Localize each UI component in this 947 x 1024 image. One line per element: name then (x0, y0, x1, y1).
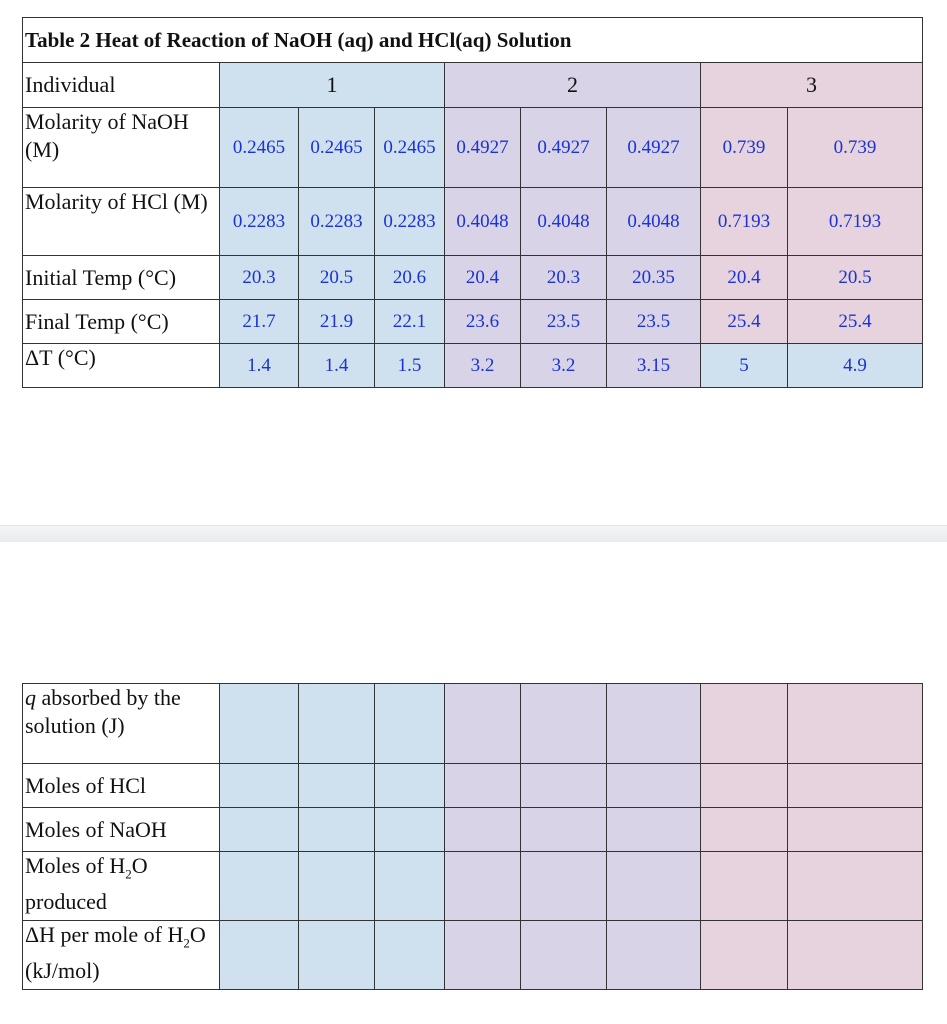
individual-header: Individual (23, 63, 220, 108)
group-2-header: 2 (445, 63, 701, 108)
cell: 3.15 (607, 344, 701, 388)
table-row (23, 300, 923, 344)
cell: 23.5 (521, 300, 607, 344)
input-cell[interactable] (701, 764, 788, 808)
cell: 0.4927 (445, 108, 521, 188)
cell: 0.7193 (788, 188, 923, 256)
cell: 0.2283 (299, 188, 375, 256)
cell: 0.739 (788, 108, 923, 188)
input-cell[interactable] (607, 764, 701, 808)
cell: 4.9 (788, 344, 923, 388)
input-cell[interactable] (607, 852, 701, 921)
input-cell[interactable] (375, 921, 445, 990)
group-1-header: 1 (220, 63, 445, 108)
input-cell[interactable] (445, 684, 521, 764)
input-cell[interactable] (445, 764, 521, 808)
input-cell[interactable] (220, 921, 299, 990)
table-row (23, 344, 923, 388)
table-title: Table 2 Heat of Reaction of NaOH (aq) and HCl(aq) Solution (23, 18, 923, 63)
cell: 0.4048 (521, 188, 607, 256)
input-cell[interactable] (445, 808, 521, 852)
row-label: ΔH per mole of $H_2O$ (kJ/mol) (23, 921, 220, 990)
input-cell[interactable] (607, 808, 701, 852)
input-cell[interactable] (521, 764, 607, 808)
calculation-table (22, 683, 923, 990)
cell: 20.6 (375, 256, 445, 300)
table-row (23, 764, 923, 808)
cell: 25.4 (701, 300, 788, 344)
input-cell[interactable] (701, 921, 788, 990)
table-row (23, 684, 923, 764)
cell: 22.1 (375, 300, 445, 344)
cell: 25.4 (788, 300, 923, 344)
cell: 1.5 (375, 344, 445, 388)
cell: 23.6 (445, 300, 521, 344)
cell: 20.3 (220, 256, 299, 300)
cell: 1.4 (220, 344, 299, 388)
input-cell[interactable] (788, 808, 923, 852)
input-cell[interactable] (375, 684, 445, 764)
cell: 23.5 (607, 300, 701, 344)
cell: 0.2465 (220, 108, 299, 188)
cell: 0.739 (701, 108, 788, 188)
cell: 21.9 (299, 300, 375, 344)
cell: 20.3 (521, 256, 607, 300)
cell: 20.5 (788, 256, 923, 300)
input-cell[interactable] (299, 852, 375, 921)
input-cell[interactable] (220, 852, 299, 921)
cell: 21.7 (220, 300, 299, 344)
input-cell[interactable] (375, 852, 445, 921)
input-cell[interactable] (788, 852, 923, 921)
input-cell[interactable] (788, 921, 923, 990)
table-row (23, 256, 923, 300)
cell: 0.4048 (445, 188, 521, 256)
cell: 0.4927 (607, 108, 701, 188)
input-cell[interactable] (445, 852, 521, 921)
input-cell[interactable] (701, 808, 788, 852)
row-label: Moles of HCl (23, 764, 220, 808)
row-label: Final Temp (°C) (23, 300, 220, 344)
cell: 3.2 (445, 344, 521, 388)
row-label: Molarity of NaOH (M) (23, 108, 220, 188)
cell: 20.5 (299, 256, 375, 300)
cell: 20.35 (607, 256, 701, 300)
cell: 0.4048 (607, 188, 701, 256)
input-cell[interactable] (220, 808, 299, 852)
row-label: Moles of $H_2O$ produced (23, 852, 220, 921)
cell: 0.7193 (701, 188, 788, 256)
input-cell[interactable] (445, 921, 521, 990)
row-label: Molarity of HCl (M) (23, 188, 220, 256)
row-label: Initial Temp (°C) (23, 256, 220, 300)
cell: 20.4 (701, 256, 788, 300)
input-cell[interactable] (788, 684, 923, 764)
table-row (23, 108, 923, 188)
input-cell[interactable] (220, 684, 299, 764)
cell: 0.2465 (375, 108, 445, 188)
group-3-header: 3 (701, 63, 923, 108)
cell: 1.4 (299, 344, 375, 388)
input-cell[interactable] (299, 684, 375, 764)
table-row (23, 921, 923, 990)
heat-of-reaction-table (22, 17, 923, 388)
input-cell[interactable] (521, 808, 607, 852)
cell: 0.4927 (521, 108, 607, 188)
input-cell[interactable] (299, 808, 375, 852)
row-label: ΔT (°C) (23, 344, 220, 388)
row-label: Moles of NaOH (23, 808, 220, 852)
cell: 0.2283 (220, 188, 299, 256)
input-cell[interactable] (701, 852, 788, 921)
cell: 0.2465 (299, 108, 375, 188)
input-cell[interactable] (521, 684, 607, 764)
input-cell[interactable] (375, 764, 445, 808)
cell: 3.2 (521, 344, 607, 388)
input-cell[interactable] (788, 764, 923, 808)
table-row (23, 852, 923, 921)
page-divider (0, 525, 947, 542)
input-cell[interactable] (607, 921, 701, 990)
input-cell[interactable] (299, 764, 375, 808)
input-cell[interactable] (521, 852, 607, 921)
cell: 0.2283 (375, 188, 445, 256)
cell: 5 (701, 344, 788, 388)
input-cell[interactable] (607, 684, 701, 764)
cell: 20.4 (445, 256, 521, 300)
input-cell[interactable] (375, 808, 445, 852)
table-row (23, 188, 923, 256)
input-cell[interactable] (701, 684, 788, 764)
input-cell[interactable] (299, 921, 375, 990)
table-row (23, 808, 923, 852)
input-cell[interactable] (521, 921, 607, 990)
input-cell[interactable] (220, 764, 299, 808)
row-label: q absorbed by the solution (J) (23, 684, 220, 764)
